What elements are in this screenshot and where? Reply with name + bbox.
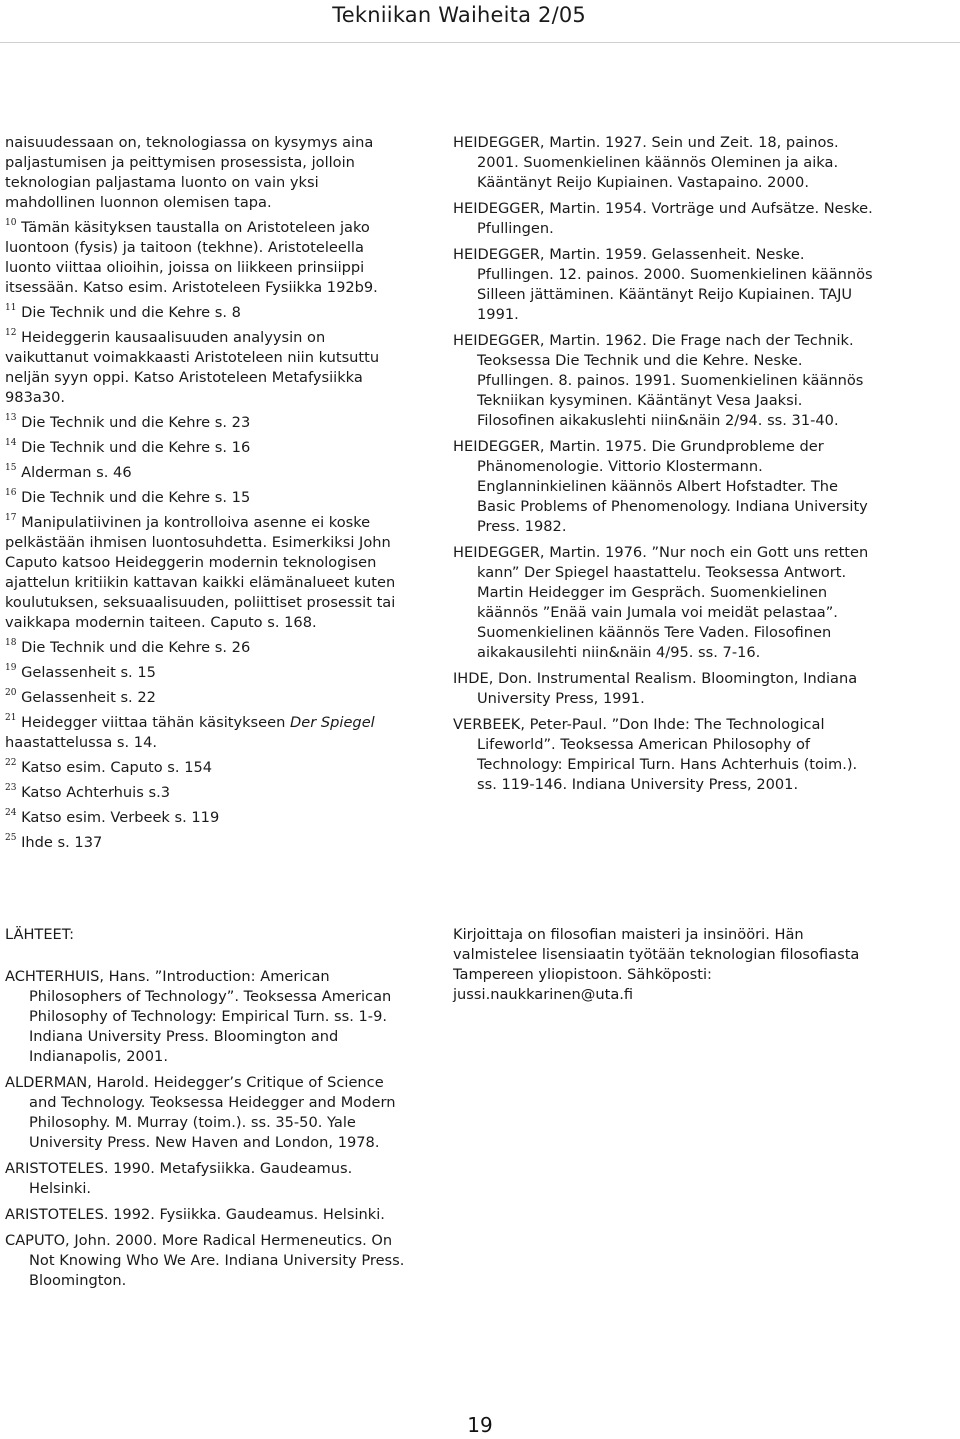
footnote-13 bbox=[5, 413, 405, 433]
footnote-25 bbox=[5, 833, 405, 853]
footnote-number: 17 bbox=[5, 513, 17, 523]
footnote-number: 19 bbox=[5, 663, 17, 673]
reference-entry: HEIDEGGER, Martin. 1927. Sein und Zeit. 18, painos. 2001. Suomenkielinen käännös Oleminen ja aika. Kääntänyt Reijo Kupiainen. Vastapaino. 2000. bbox=[453, 134, 839, 191]
footnote-text: Gelassenheit s. 15 bbox=[21, 664, 156, 681]
footnote-number: 16 bbox=[5, 488, 17, 498]
source-entry: ARISTOTELES. 1992. Fysiikka. Gaudeamus. Helsinki. bbox=[5, 1206, 385, 1223]
footnote-18 bbox=[5, 638, 405, 658]
footnote-22 bbox=[5, 758, 405, 778]
footnote-number: 18 bbox=[5, 638, 17, 648]
footnote-14 bbox=[5, 438, 405, 458]
footnote-text: Katso Achterhuis s.3 bbox=[21, 784, 171, 801]
source-entry: ACHTERHUIS, Hans. ”Introduction: American Philosophers of Technology”. Teoksessa American Philosophy of Technology: Empirical Turn. ss. 1-9. Indiana University Press. Bloomington and Indianapolis, 2001. bbox=[5, 968, 392, 1065]
page-number: 19 bbox=[467, 1413, 493, 1437]
author-note: Kirjoittaja on filosofian maisteri ja insinööri. Hän valmistelee lisensiaatin työtään teknologian filosofiasta Tampereen yliopistoon. Sähköposti: jussi.naukkarinen@uta.fi bbox=[453, 926, 860, 1003]
footnote-text: Tämän käsityksen taustalla on Aristoteleen jako luontoon (fysis) ja taitoon (tekhne). Aristoteleella luonto viittaa olioihin, joissa on liikkeen prinsiippi itsessään. Katso esim. Aristoteleen Fysiikka 192b9. bbox=[5, 219, 378, 296]
footnote-text: Ihde s. 137 bbox=[21, 834, 103, 851]
footnote-21 bbox=[5, 713, 405, 753]
footnote-text: Die Technik und die Kehre s. 8 bbox=[21, 304, 241, 321]
sources-section bbox=[5, 925, 410, 1297]
footnote-text: Heidegger viittaa tähän käsitykseen bbox=[21, 714, 291, 731]
footnote-text: Heideggerin kausaalisuuden analyysin on vaikuttanut voimakkaasti Aristoteleen niin kutsuttu neljän syyn oppi. Katso Aristoteleen Metafysiikka 983a30. bbox=[5, 329, 380, 406]
footnote-text: Die Technik und die Kehre s. 26 bbox=[21, 639, 251, 656]
footnote-11 bbox=[5, 303, 405, 323]
footnote-number: 24 bbox=[5, 808, 17, 818]
footnote-text: Die Technik und die Kehre s. 16 bbox=[21, 439, 251, 456]
journal-title: Tekniikan Waiheita 2/05 bbox=[332, 3, 586, 27]
reference-entry: HEIDEGGER, Martin. 1962. Die Frage nach der Technik. Teoksessa Die Technik und die Kehre. Neske. Pfullingen. 8. painos. 1991. Suomenkielinen käännös Tekniikan kysyminen. Kääntänyt Vesa Jaaksi. Filosofinen aikakuslehti niin&näin 2/94. ss. 31-40. bbox=[453, 332, 864, 429]
footnote-text-end: haastattelussa s. 14. bbox=[5, 734, 158, 751]
footnote-number: 11 bbox=[5, 303, 17, 313]
footnote-text: Die Technik und die Kehre s. 15 bbox=[21, 489, 251, 506]
footnote-23 bbox=[5, 783, 405, 803]
footnote-text: Manipulatiivinen ja kontrolloiva asenne ei koske pelkästään ihmisen luontosuhdetta. Esimerkiksi John Caputo katsoo Heideggerin modernin teknologisen ajattelun kritiikin kattavan kaikki elämänalueet kuten koulutuksen, seksuaalisuuden, poliittiset prosessit tai vaikkapa modernin taiteen. Caputo s. 168. bbox=[5, 514, 396, 631]
source-entry: CAPUTO, John. 2000. More Radical Hermeneutics. On Not Knowing Who We Are. Indiana University Press. Bloomington. bbox=[5, 1232, 405, 1289]
source-entry: ALDERMAN, Harold. Heidegger’s Critique of Science and Technology. Teoksessa Heidegger and Modern Philosophy. M. Murray (toim.). ss. 35-50. Yale University Press. New Haven and London, 1978. bbox=[5, 1074, 396, 1151]
footnote-number: 13 bbox=[5, 413, 17, 423]
reference-entry: HEIDEGGER, Martin. 1954. Vorträge und Aufsätze. Neske. Pfullingen. bbox=[453, 200, 873, 237]
footnote-19 bbox=[5, 663, 405, 683]
footnote-number: 15 bbox=[5, 463, 17, 473]
reference-entry: HEIDEGGER, Martin. 1959. Gelassenheit. Neske. Pfullingen. 12. painos. 2000. Suomenkielinen käännös Silleen jättäminen. Kääntänyt Reijo Kupiainen. TAJU 1991. bbox=[453, 246, 873, 323]
footnote-number: 12 bbox=[5, 328, 17, 338]
footnote-text: Katso esim. Verbeek s. 119 bbox=[21, 809, 220, 826]
footnote-number: 14 bbox=[5, 438, 17, 448]
footnote-number: 25 bbox=[5, 833, 17, 843]
footnotes-column bbox=[5, 133, 405, 858]
sources-heading: LÄHTEET: bbox=[5, 926, 75, 943]
footnote-12 bbox=[5, 328, 405, 408]
footnote-number: 23 bbox=[5, 783, 17, 793]
footnote-number: 22 bbox=[5, 758, 17, 768]
footnote-text: Gelassenheit s. 22 bbox=[21, 689, 156, 706]
page-header bbox=[0, 0, 960, 30]
reference-entry: HEIDEGGER, Martin. 1976. ”Nur noch ein Gott uns retten kann” Der Spiegel haastattelu. Teoksessa Antwort. Martin Heidegger im Gespräch. Suomenkielinen käännös ”Enää vain Jumala voi meidät pelastaa”. Suomenkielinen käännös Tere Vaden. Filosofinen aikakausilehti niin&näin 4/95. ss. 7-16. bbox=[453, 544, 869, 661]
footnote-17 bbox=[5, 513, 405, 633]
footnote-10 bbox=[5, 218, 405, 298]
footnote-emphasis: Der Spiegel bbox=[290, 714, 375, 731]
header-rule bbox=[0, 42, 960, 43]
source-entry: ARISTOTELES. 1990. Metafysiikka. Gaudeamus. Helsinki. bbox=[5, 1160, 353, 1197]
footnote-text: Alderman s. 46 bbox=[21, 464, 132, 481]
footnote-continuation: naisuudessaan on, teknologiassa on kysymys aina paljastumisen ja peittymisen prosessista, jolloin teknologian paljastama luonto on vain yksi mahdollinen luonnon olemisen tapa. bbox=[5, 134, 374, 211]
footnote-number: 21 bbox=[5, 713, 17, 723]
footnote-20 bbox=[5, 688, 405, 708]
footnote-number: 10 bbox=[5, 218, 17, 228]
footnote-number: 20 bbox=[5, 688, 17, 698]
reference-entry: VERBEEK, Peter-Paul. ”Don Ihde: The Technological Lifeworld”. Teoksessa American Philosophy of Technology: Empirical Turn. Hans Achterhuis (toim.). ss. 119-146. Indiana University Press, 2001. bbox=[453, 716, 858, 793]
reference-entry: IHDE, Don. Instrumental Realism. Bloomington, Indiana University Press, 1991. bbox=[453, 670, 858, 707]
footnote-text: Die Technik und die Kehre s. 23 bbox=[21, 414, 251, 431]
footnote-15 bbox=[5, 463, 405, 483]
references-column bbox=[453, 133, 873, 801]
reference-entry: HEIDEGGER, Martin. 1975. Die Grundprobleme der Phänomenologie. Vittorio Klostermann. Englanninkielinen käännös Albert Hofstadter. The Basic Problems of Phenomenology. Indiana University Press. 1982. bbox=[453, 438, 868, 535]
footnote-16 bbox=[5, 488, 405, 508]
footnote-text: Katso esim. Caputo s. 154 bbox=[21, 759, 213, 776]
footnote-24 bbox=[5, 808, 405, 828]
author-note-section bbox=[453, 925, 863, 1005]
